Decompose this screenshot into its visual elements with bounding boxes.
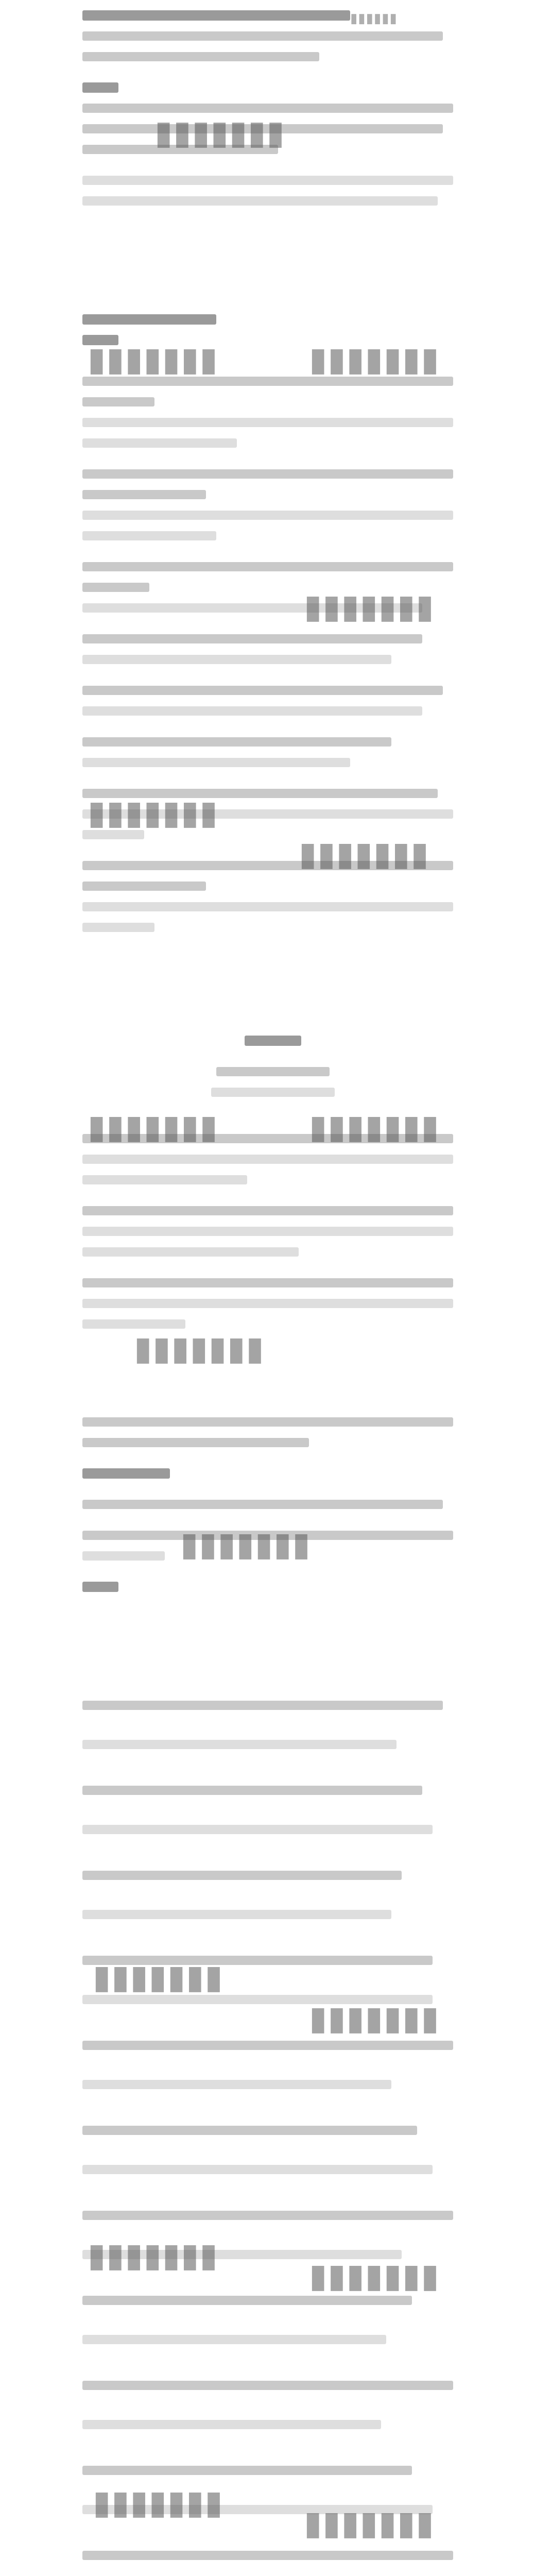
translation-line <box>82 2329 463 2350</box>
watermark: ▮▮▮▮▮▮▮ <box>93 2484 223 2521</box>
watermark: ▮▮▮▮▮▮▮ <box>134 1330 265 1367</box>
watermark: ▮▮▮▮▮▮▮ <box>180 1526 311 1563</box>
answer-label <box>82 77 463 98</box>
watermark: ▮▮▮▮▮▮▮ <box>304 588 435 625</box>
section-4b-heading <box>82 5 463 26</box>
question-answer-line <box>82 1780 463 1801</box>
lesson-header <box>82 1030 463 1103</box>
translation-line <box>82 2414 463 2435</box>
section-4b <box>82 5 463 211</box>
watermark: ▮▮▮▮▮▮▮ <box>309 341 440 378</box>
question-answer-line <box>82 2120 463 2141</box>
question-answer-line <box>82 2035 463 2056</box>
exercise-1-heading <box>82 1412 463 1432</box>
exercise-1 <box>82 1412 463 1597</box>
question-answer-line <box>82 1695 463 1716</box>
translation-line <box>82 2159 463 2180</box>
watermark: ▮▮▮▮▮▮▮ <box>309 2257 440 2294</box>
translation-line <box>82 1819 463 1840</box>
question-answer-line <box>82 2545 463 2566</box>
lesson-title <box>82 1030 463 1051</box>
answer-label <box>82 1577 463 1597</box>
section-4c-heading <box>82 309 463 330</box>
question-answer-line <box>82 2375 463 2396</box>
question-answer-line <box>82 1865 463 1886</box>
watermark: ▮▮▮▮▮▮▮ <box>154 114 285 151</box>
lesson-subtitle-ru <box>82 1082 463 1103</box>
list-item <box>82 2545 463 2576</box>
translation-line <box>82 1904 463 1925</box>
list-item <box>82 2120 463 2180</box>
watermark: ▮▮▮▮▮▮▮ <box>309 1999 440 2037</box>
translation-line <box>82 1734 463 1755</box>
watermark: ▮▮▮▮▮▮▮ <box>93 1958 223 1995</box>
watermark: ▮▮▮▮▮▮ <box>350 10 398 26</box>
watermark: ▮▮▮▮▮▮▮ <box>88 2236 218 2274</box>
translation-line <box>82 2074 463 2095</box>
question-answer-line <box>82 2205 463 2226</box>
watermark: ▮▮▮▮▮▮▮ <box>88 341 218 378</box>
lesson-details <box>82 1128 463 1334</box>
list-item <box>82 2035 463 2095</box>
watermark: ▮▮▮▮▮▮▮ <box>88 1108 218 1145</box>
list-item <box>82 2290 463 2350</box>
watermark: ▮▮▮▮▮▮▮ <box>304 2504 435 2541</box>
list-item <box>82 1865 463 1925</box>
lesson-subtitle <box>82 1061 463 1082</box>
list-item <box>82 2375 463 2435</box>
watermark: ▮▮▮▮▮▮▮ <box>309 1108 440 1145</box>
translation-label <box>82 1463 463 1484</box>
watermark: ▮▮▮▮▮▮▮ <box>88 794 218 831</box>
list-item <box>82 1695 463 1755</box>
list-item <box>82 1780 463 1840</box>
question-answer-line <box>82 2460 463 2481</box>
watermark: ▮▮▮▮▮▮▮ <box>299 835 429 872</box>
